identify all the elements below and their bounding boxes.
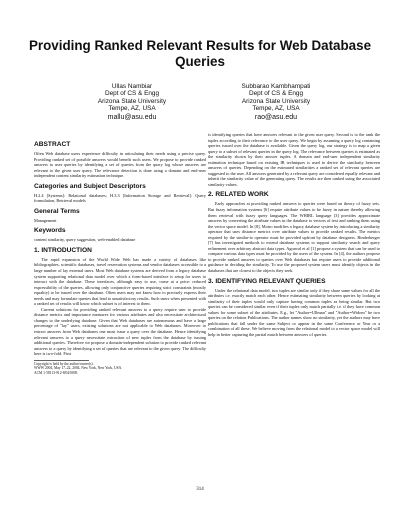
copyright-footnote: Copyright is held by the author/owner(s). WWW 2004, May 17–22, 2004, New York, New York, USA. ACM 1-58113-912-8/04/0005. bbox=[34, 361, 123, 375]
author-dept: Dept of CS & Engg bbox=[105, 90, 159, 98]
author-city: Tempe, AZ, USA bbox=[252, 105, 300, 113]
keywords-heading: Keywords bbox=[34, 227, 66, 235]
categories-text: H.2.4 [Systems]: Relational databases; H.3.3 [Information Storage and Retrieval]: Query formulation, Retrieval models bbox=[34, 192, 206, 204]
keywords-text: content similarity, query suggestion, web-enabled database bbox=[34, 237, 136, 243]
author-name: Subbarao Kambhampati bbox=[241, 83, 311, 90]
author-email[interactable]: rao@asu.edu bbox=[254, 113, 298, 121]
introduction-heading: 1. INTRODUCTION bbox=[34, 246, 92, 254]
intro-paragraph-1: The rapid expansion of the World Wide Web has made a variety of databases like bibliographies, scientific databases, travel reservation systems and vendor databases accessible to a large number of lay external users. Most Web database systems are derived from a legacy database system supporting relational data model over which a form-based interface is setup for users to interact with the database. These interfaces, although easy to use, come at a price: reduced expressibility of the queries, allowing only conjunctive queries requiring strict constraints (mostly equality) to be issued over the database. Often users may not know how to precisely express their needs and may formulate queries that lead to unsatisfactory results. Such users when presented with a ranked set of results will know which subset is of interest to them. bbox=[34, 256, 206, 307]
intro-paragraph-2: Current solutions for providing ranked relevant answers to a query require user to provide distance metrics and importance measures for various attributes and also necessitate architectural changes to the underlying database. Given that Web databases are autonomous and have a large percentage of "lay" users, existing solutions are not applicable to Web databases. Moreover to extract answers from Web databases one must issue a query over the database. Hence identifying relevant answers to a query necessitate extraction of new tuples from the database by issuing additional queries. Therefore we propose a domain-independent solution to provide ranked relevant answers to a query by identifying a set of queries that are relevant to the given query. The difficulty here is two-fold. First bbox=[34, 306, 206, 357]
terms-heading: General Terms bbox=[34, 207, 80, 215]
author-email[interactable]: mallu@asu.edu bbox=[107, 113, 157, 121]
right-column bbox=[208, 132, 380, 338]
page-number: 314 bbox=[196, 487, 204, 492]
abstract-heading: ABSTRACT bbox=[34, 141, 71, 148]
related-work-paragraph: Early approaches at providing ranked answers to queries were based on theory of fuzzy sets. But fuzzy information systems [6] require attribute values to be fuzzy in nature thereby allowing them retrieval with fuzzy query languages. The WHIRL language [3] provides approximate answers by converting the attribute values in the database to vectors of text and ranking them using the vector space model. In [8], Motro modifies a legacy database system by introducing a similarity operator that uses distance metrics over attribute values to provide ranked results. The metrics required by the similar-to operator must be provided upfront by database designers. Binderberger [7] has investigated methods to extend database systems to support similarity search and query refinement over arbitrary abstract data types. Agrawal et al [1] propose a system that can be used to compare various data types must be provided by the users of the system. In [4], the authors propose to provide ranked answers to queries over Web databases but require users to provide additional guidance in deciding the similarity. To use the proposed system users must identify objects in the databases that are closest to the objects they seek. bbox=[208, 201, 380, 274]
terms-text: Management bbox=[34, 217, 57, 223]
author-dept: Dept of CS & Engg bbox=[249, 90, 303, 98]
footnote-divider bbox=[34, 360, 89, 361]
author-org: Arizona State University bbox=[97, 97, 167, 105]
author-city: Tempe, AZ, USA bbox=[108, 105, 156, 113]
paper-title: Providing Ranked Relevant Results for Web Database Queries bbox=[28, 38, 372, 69]
left-column bbox=[34, 137, 206, 375]
categories-heading: Categories and Subject Descriptors bbox=[34, 182, 146, 190]
author-block-2 bbox=[206, 83, 346, 121]
intro-continued-paragraph: is identifying queries that have answers relevant to the given user query. Second is to the rank the tuples according to their relevance to the user query. We begin by assuming a query log containing queries issued over the database is available. Given the query log, our strategy is to map a given query to a subset of relevant queries in the query log. The relevance between queries is estimated as the similarity shown by their answer tuples. A domain and end-user independent similarity estimation technique based on existing IR techniques is used to derive the similarity between answers of queries. Depending on the estimated similarities a ranked set of relevant queries are suggested to the user. All answers generated by a relevant query are considered equally relevant and inherit the similarity value of the generating query. The results are then ranked using the associated similarity values. bbox=[208, 132, 380, 187]
author-name: Ullas Nambiar bbox=[111, 83, 153, 90]
related-work-heading: 2. RELATED WORK bbox=[208, 191, 269, 199]
identifying-queries-heading: 3. IDENTIFYING RELEVANT QUERIES bbox=[208, 277, 326, 285]
author-org: Arizona State University bbox=[241, 97, 311, 105]
abstract-text: Often Web database users experience difficulty in articulating their needs using a precise query. Providing ranked set of possible answers would benefit such users. We propose to provide ranked answers to user queries by identifying a set of queries from the query log whose answers are relevant to the given user query. The relevance detection is done using a domain and end-user independent content similarity estimation technique. bbox=[34, 151, 206, 179]
author-block-1 bbox=[62, 83, 202, 121]
identifying-queries-paragraph: Under the relational data model, two tuples are similar only if they share same values for all the attributes i.e. exactly match each other. Hence estimating similarity between queries by looking at similarity of their tuples would only capture having common tuples as being similar. But two queries can be considered similar even if their tuples only match partially i.e. if they have common values for some subset of the attributes. E.g., let "Author=Ullman" and "Author=Widom" be two queries on the relation Publications. The author names show no similarity, yet the authors may have publications that fall under the same Subject or appear in the same Conference or Year or a combination of all these. We believe moving from the relational model to a vector space model will help in better capturing the partial match between answers of queries. bbox=[208, 287, 380, 337]
